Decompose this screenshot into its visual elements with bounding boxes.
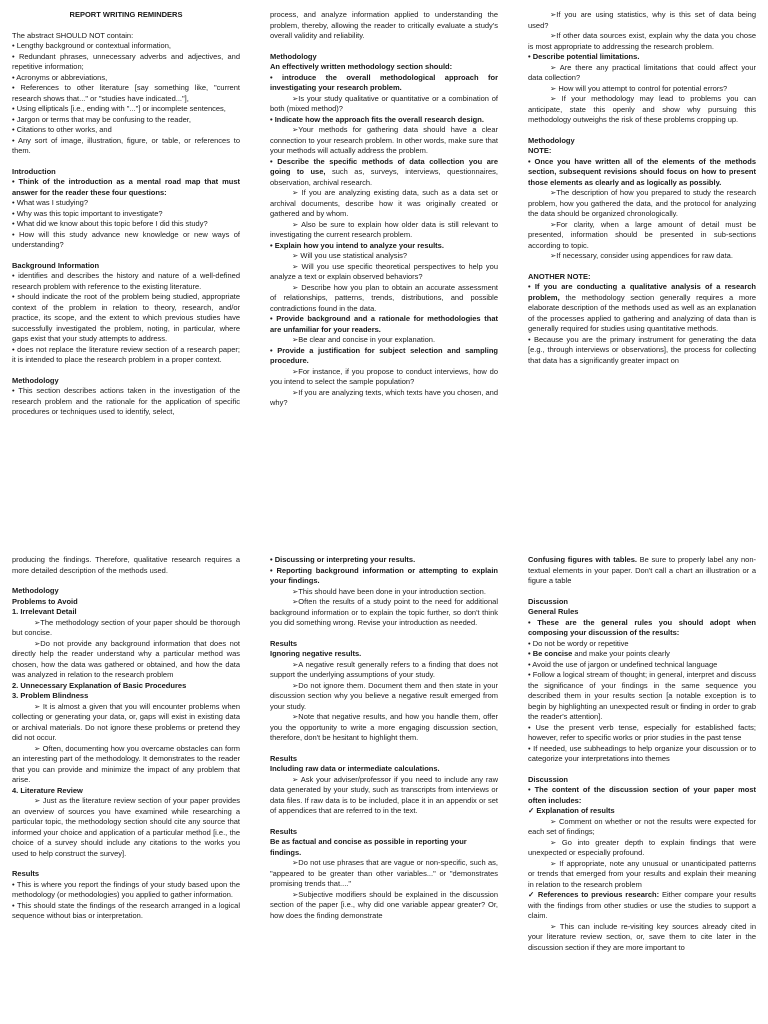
arrow-item: ➢ It is almost a given that you will encounter problems when collecting or generating your data, or, gaps will exist in existing data or archival materials. Do not ignore these problems or pretend they did not occur.: [12, 701, 240, 742]
background-list: [12, 271, 240, 366]
results-heading-3: Results: [270, 826, 298, 836]
arrow-item: ➢ How will you attempt to control for potential errors?: [550, 83, 728, 93]
results-subheading-2: Including raw data or intermediate calculations.: [270, 764, 440, 773]
arrow-item: ➢For clarity, when a large amount of detail must be presented, information should be presented in sub-sections according to topic.: [528, 219, 756, 250]
arrow-item: ➢Subjective modifiers should be explained in the discussion section of the paper [i.e., why did one variable appear greater? Or, how does the finding demonstrate: [270, 889, 498, 920]
discussion-items: [528, 806, 756, 953]
top-band: [0, 10, 768, 515]
arrow-item: ➢The description of how you prepared to study the research problem, how you gathered the data, and the protocol for analyzing the data should be organized chronologically.: [528, 188, 756, 218]
problems-subheading: Problems to Avoid: [12, 596, 78, 606]
list-item: • identifies and describes the history and nature of a well-defined research problem with reference to the existing literature.: [12, 271, 240, 291]
plain-item: • If needed, use subheadings to help organize your discussion or to categorize your interpretations into themes: [528, 743, 756, 763]
methodology-heading: Methodology: [12, 375, 59, 385]
list-item: • Acronyms or abbreviations,: [12, 72, 108, 82]
arrow-item: ➢ Just as the literature review section of your paper provides an overview of sources you have examined while researching a particular topic, the methodology section should cite any source that informed your choice and application of a particular method [i.e., the choice of a survey should include any citations to the works you used to help construct the survey].: [12, 796, 240, 858]
intro-lead: • Think of the introduction as a mental road map that must answer for the reader these four questions:: [12, 177, 240, 197]
list-item: • What was I studying?: [12, 198, 88, 207]
bold-item: 4. Literature Review: [12, 785, 83, 795]
background-heading: Background Information: [12, 260, 100, 270]
discussion-heading: Discussion: [528, 596, 569, 606]
figures-paragraph: Confusing figures with tables. Be sure to properly label any non-textual elements in your paper. Don't call a chart an illustration or a figure a table: [528, 555, 756, 585]
list-item: • Why was this topic important to investigate?: [12, 208, 163, 218]
methodology-items: [270, 73, 498, 409]
bold-item: • Discussing or interpreting your results.: [270, 555, 416, 564]
arrow-item: ➢ Also be sure to explain how older data is still relevant to investigating the current research problem.: [270, 219, 498, 239]
abstract-list: [12, 41, 240, 157]
another-note-items: [528, 282, 756, 366]
intro-heading: Introduction: [12, 166, 56, 176]
list-item: • References to other literature [say something like, "current research shows that..." or "studies have indicated..."],: [12, 83, 240, 103]
arrow-item: ➢Note that negative results, and how you handle them, offer you the opportunity to write a more engaging discussion section, therefore, don't be hesitant to highlight them.: [270, 712, 498, 742]
another-note-heading: ANOTHER NOTE:: [528, 271, 591, 281]
bold-item: • Provide a justification for subject selection and sampling procedure.: [270, 345, 498, 365]
results-heading: Results: [12, 869, 40, 878]
arrow-item: ➢ If you are analyzing existing data, such as a data set or archival documents, describe how it was originally created or gathered and by whom.: [270, 188, 498, 218]
bottom-column-2: [270, 555, 498, 1024]
discussion-subheading-2: • The content of the discussion section of your paper most often includes:: [528, 785, 756, 805]
intro-list: [12, 198, 240, 251]
bold-item: • Provide background and a rationale for methodologies that are unfamiliar for your readers.: [270, 314, 498, 334]
methodology-subheading: An effectively written methodology section should:: [270, 62, 453, 71]
mixed-item: • Describe the specific methods of data collection you are going to use, such as, surveys, interviews, questionnaires, observation, archival research.: [270, 156, 498, 187]
bold-item: 3. Problem Blindness: [12, 691, 89, 700]
arrow-item: ➢This should have been done in your introduction section.: [292, 586, 486, 596]
methodology-text: • This section describes actions taken in the investigation of the research problem and the rationale for the application of specific procedures or techniques used to identify, select,: [12, 386, 240, 416]
list-item: • should indicate the root of the problem being studied, appropriate context of the problem in relation to theory, research, and/or practice, its scope, and the extent to which previous studies have successfully investigated the problem, noting, in particular, where gaps exist that your study attempts to address.: [12, 292, 240, 343]
bold-item: 2. Unnecessary Explanation of Basic Procedures: [12, 680, 187, 690]
list-item: • This should state the findings of the research arranged in a logical sequence without bias or interpretation.: [12, 900, 240, 920]
arrow-item: ➢ Will you use statistical analysis?: [292, 251, 408, 260]
arrow-item: ➢ Often, documenting how you overcame obstacles can form an interesting part of the methodology. It demonstrates to the reader that you can provide and minimize the impact of any problem that arise.: [12, 743, 240, 784]
plain-item: • Because you are the primary instrument for generating the data [e.g., through interviews or observations], the process for collecting that data has a significantly greater impact on: [528, 334, 756, 365]
top-column-1: [12, 10, 240, 515]
abstract-intro: The abstract SHOULD NOT contain:: [12, 30, 134, 40]
arrow-item: ➢Do not use phrases that are vague or non-specific, such as, "appeared to be greater than other variables..." or "demonstrates promising trends that....": [270, 858, 498, 888]
arrow-item: ➢ If your methodology may lead to problems you can anticipate, state this openly and show why pursuing this methodology outweighs the risk of these problems cropping up.: [528, 94, 756, 124]
list-item: • This is where you report the findings of your study based upon the methodology (or methodologies) you applied to gather information.: [12, 879, 240, 899]
results-heading-1: Results: [270, 638, 298, 648]
list-item: • How will this study advance new knowledge or new ways of understanding?: [12, 229, 240, 249]
arrow-item: ➢If you are using statistics, why is this set of data being used?: [528, 10, 756, 30]
results-subheading-1: Ignoring negative results.: [270, 649, 362, 658]
list-item: • Redundant phrases, unnecessary adverbs and adjectives, and repetitive information;: [12, 51, 240, 71]
limitations-items: [528, 10, 756, 126]
results-subheading-3: Be as factual and concise as possible in reporting your findings.: [270, 837, 467, 857]
arrow-item: ➢A negative result generally refers to a finding that does not support the underlying assumptions of your study.: [270, 659, 498, 679]
continued-text: process, and analyze information applied to understanding the problem, thereby, allowing the reader to critically evaluate a study's overall validity and reliability.: [270, 10, 498, 40]
arrow-item: ➢ Comment on whether or not the results were expected for each set of findings;: [528, 816, 756, 836]
results-items-1: [270, 660, 498, 744]
continued-text: producing the findings. Therefore, qualitative research requires a more detailed description of the methods used.: [12, 555, 240, 575]
bold-item: ✓ Explanation of results: [528, 806, 615, 815]
bold-item: • Reporting background information or attempting to explain your findings.: [270, 565, 498, 585]
general-rules-subheading: General Rules: [528, 607, 579, 616]
plain-item: • Do not be wordy or repetitive: [528, 638, 629, 648]
list-item: • What did we know about this topic before I did this study?: [12, 219, 208, 228]
bottom-column-3: [528, 555, 756, 1024]
bold-item: • These are the general rules you should adopt when composing your discussion of the results:: [528, 617, 756, 637]
results-items-3: [270, 858, 498, 921]
bold-item: 1. Irrelevant Detail: [12, 607, 77, 616]
rules-items: [528, 618, 756, 765]
bold-item: • Describe potential limitations.: [528, 52, 640, 61]
problems-items: [12, 607, 240, 859]
methodology-heading: Methodology: [528, 135, 575, 145]
plain-item: • Use the present verb tense, especially for established facts; however, refer to specific works or prior studies in the past tense: [528, 722, 756, 742]
arrow-item: ➢Do not provide any background information that does not directly help the reader understand why a particular method was chosen, how the data was gathered or obtained, and how the data was analyzed in relation to the research problem: [12, 638, 240, 679]
plain-item: • Follow a logical stream of thought; in general, interpret and discuss the significance of your findings in the same sequence you described them in your results section [a notable exception is to begin by highlighting an unexpected result or finding in order to grab the reader's attention].: [528, 670, 756, 721]
results-heading-2: Results: [270, 753, 298, 763]
arrow-item: ➢Do not ignore them. Document them and then state in your discussion section why you believe a negative result emerged from your study.: [270, 680, 498, 711]
avoid-items: [270, 555, 498, 629]
list-item: • Jargon or terms that may be confusing to the reader,: [12, 114, 191, 124]
results-items-2: [270, 775, 498, 817]
arrow-item: ➢Your methods for gathering data should have a clear connection to your research problem. In other words, make sure that your methods will actually address the problem.: [270, 125, 498, 155]
arrow-item: ➢ Are there any practical limitations that could affect your data collection?: [528, 62, 756, 82]
list-item: • Citations to other works, and: [12, 125, 112, 134]
note-items: [528, 157, 756, 262]
document-title: REPORT WRITING REMINDERS: [69, 10, 183, 19]
arrow-item: ➢The methodology section of your paper should be thorough but concise.: [12, 617, 240, 637]
arrow-item: ➢Is your study qualitative or quantitative or a combination of both (mixed method)?: [270, 93, 498, 113]
arrow-item: ➢ If appropriate, note any unusual or unanticipated patterns or trends that emerged from your results and explain their meaning in relation to the research problem: [528, 858, 756, 889]
methodology-heading: Methodology: [270, 51, 317, 61]
bottom-column-1: [12, 555, 240, 1024]
mixed-item: ✓ References to previous research: Either compare your results with the findings from other studies or use the studies to support a claim.: [528, 890, 756, 920]
methodology-heading: Methodology: [12, 586, 59, 595]
list-item: • Using ellipticals [i.e., ending with "..."] or incomplete sentences,: [12, 104, 226, 113]
discussion-heading-2: Discussion: [528, 774, 569, 784]
list-item: • Lengthy background or contextual information,: [12, 41, 171, 50]
bold-item: • Explain how you intend to analyze your results.: [270, 240, 444, 250]
arrow-item: ➢If you are analyzing texts, which texts have you chosen, and why?: [270, 387, 498, 407]
arrow-item: ➢Be clear and concise in your explanation.: [292, 335, 436, 344]
arrow-item: ➢Often the results of a study point to the need for additional background information or to explain the topic further, so don't think you did something wrong. Revise your introduction as needed.: [270, 597, 498, 627]
bold-item: • introduce the overall methodological approach for investigating your research problem.: [270, 72, 498, 92]
plain-item: • Avoid the use of jargon or undefined technical language: [528, 659, 718, 669]
top-column-3: [528, 10, 756, 515]
arrow-item: ➢ Will you use specific theoretical perspectives to help you analyze a text or explain observed behaviors?: [270, 261, 498, 281]
bottom-band: [0, 555, 768, 1024]
arrow-item: ➢If necessary, consider using appendices for raw data.: [550, 251, 733, 260]
arrow-item: ➢If other data sources exist, explain why the data you chose is most appropriate to addressing the research problem.: [528, 31, 756, 51]
bold-item: • Indicate how the approach fits the overall research design.: [270, 114, 484, 124]
arrow-item: ➢ Ask your adviser/professor if you need to include any raw data generated by your study, such as transcripts from interviews or data files. If raw data is to be included, place it in an appendix or set of appendices that are referred to in the text.: [270, 774, 498, 815]
note-label: NOTE:: [528, 146, 552, 155]
list-item: • Any sort of image, illustration, figure, or table, or references to them.: [12, 135, 240, 155]
results-list: [12, 880, 240, 922]
arrow-item: ➢ Describe how you plan to obtain an accurate assessment of relationships, patterns, trends, distributions, and possible contradictions found in the data.: [270, 282, 498, 313]
mixed-item: • If you are conducting a qualitative analysis of a research problem, the methodology section generally requires a more elaborate description of the methods used as well as an explanation of the processes applied to gathering and analyzing of data than is generally required for studies using quantitative methods.: [528, 282, 756, 333]
arrow-item: ➢ Go into greater depth to explain findings that were unexpected or especially profound.: [528, 837, 756, 857]
arrow-item: ➢For instance, if you propose to conduct interviews, how do you intend to select the sample population?: [270, 366, 498, 386]
top-column-2: [270, 10, 498, 515]
list-item: • does not replace the literature review section of a research paper; it is intended to place the research problem in a proper context.: [12, 344, 240, 364]
bold-item: • Once you have written all of the elements of the methods section, subsequent revisions should focus on how to present those elements as clearly and as logically as possibly.: [528, 156, 756, 187]
arrow-item: ➢ This can include re-visiting key sources already cited in your literature review section, or, save them to cite later in the discussion section if they are more important to: [528, 921, 756, 952]
mixed-item: • Be concise and make your points clearly: [528, 649, 670, 658]
